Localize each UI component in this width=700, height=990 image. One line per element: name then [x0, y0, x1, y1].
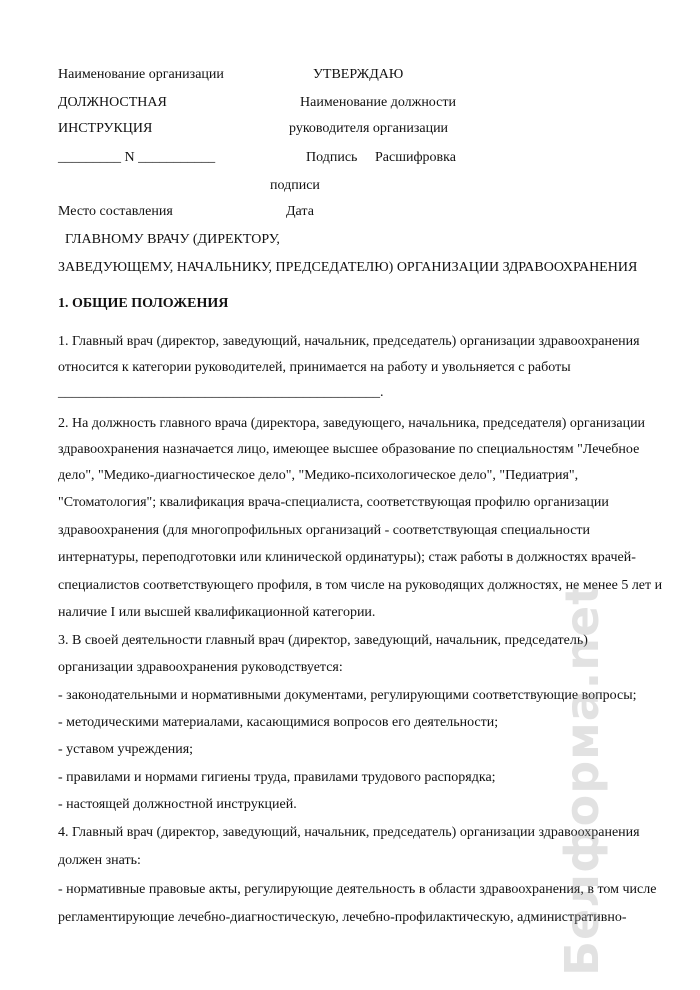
title-line-1: ГЛАВНОМУ ВРАЧУ (ДИРЕКТОРУ, — [65, 232, 280, 247]
body-line: здравоохранения назначается лицо, имеющее высшее образование по специальностям "Лечебное — [58, 442, 640, 457]
body-line: - правилами и нормами гигиены труда, правилами трудового распорядка; — [58, 770, 496, 785]
body-line: 1. Главный врач (директор, заведующий, начальник, председатель) организации здравоохранения — [58, 334, 640, 349]
body-line: здравоохранения (для многопрофильных организаций - соответствующая специальности — [58, 523, 591, 538]
date-label: Дата — [286, 204, 314, 219]
body-line: - методическими материалами, касающимися вопросов его деятельности; — [58, 715, 499, 730]
body-line: дело", "Медико-диагностическое дело", "Медико-психологическое дело", "Педиатрия", — [58, 468, 579, 483]
body-line: - законодательными и нормативными документами, регулирующими соответствующие вопросы; — [58, 688, 637, 703]
body-line: относится к категории руководителей, принимается на работу и увольняется с работы — [58, 360, 571, 375]
body-line: 3. В своей деятельности главный врач (директор, заведующий, начальник, председатель) — [58, 633, 588, 648]
title-line-2: ЗАВЕДУЮЩЕМУ, НАЧАЛЬНИКУ, ПРЕДСЕДАТЕЛЮ) ОРГАНИЗАЦИИ ЗДРАВООХРАНЕНИЯ — [58, 260, 638, 275]
body-line: 2. На должность главного врача (директора, заведующего, начальника, председателя) организации — [58, 416, 646, 431]
body-line: "Стоматология"; квалификация врача-специалиста, соответствующая профилю организации — [58, 495, 609, 510]
body-line: ______________________________________________. — [58, 385, 384, 400]
section-heading: 1. ОБЩИЕ ПОЛОЖЕНИЯ — [58, 296, 229, 311]
body-line: специалистов соответствующего профиля, в том числе на руководящих должностях, не менее 5 лет и — [58, 578, 663, 593]
body-line: интернатуры, переподготовки или клинической ординатуры); стаж работы в должностях врачей- — [58, 550, 636, 565]
head-of-org-label: руководителя организации — [289, 121, 449, 136]
signature-label: Подпись — [306, 150, 358, 165]
watermark: Белформа.net — [555, 581, 609, 976]
body-line: 4. Главный врач (директор, заведующий, начальник, председатель) организации здравоохранения — [58, 825, 640, 840]
body-line: - нормативные правовые акты, регулирующие деятельность в области здравоохранения, в том числе — [58, 882, 657, 897]
place-label: Место составления — [58, 204, 173, 219]
org-name-label: Наименование организации — [58, 67, 224, 82]
decoding-label: Расшифровка — [375, 150, 456, 165]
body-line: организации здравоохранения руководствуется: — [58, 660, 343, 675]
body-line: наличие I или высшей квалификационной категории. — [58, 605, 376, 620]
doc-type-line-1: ДОЛЖНОСТНАЯ — [58, 95, 167, 110]
signature-sub-label: подписи — [270, 178, 320, 193]
position-name-label: Наименование должности — [300, 95, 456, 110]
body-line: - уставом учреждения; — [58, 742, 194, 757]
body-line: должен знать: — [58, 853, 141, 868]
document-number-field: _________ N ___________ — [58, 150, 216, 165]
body-line: - настоящей должностной инструкцией. — [58, 797, 297, 812]
body-line: регламентирующие лечебно-диагностическую, лечебно-профилактическую, административно- — [58, 910, 627, 925]
approve-label: УТВЕРЖДАЮ — [313, 67, 404, 82]
doc-type-line-2: ИНСТРУКЦИЯ — [58, 121, 153, 136]
